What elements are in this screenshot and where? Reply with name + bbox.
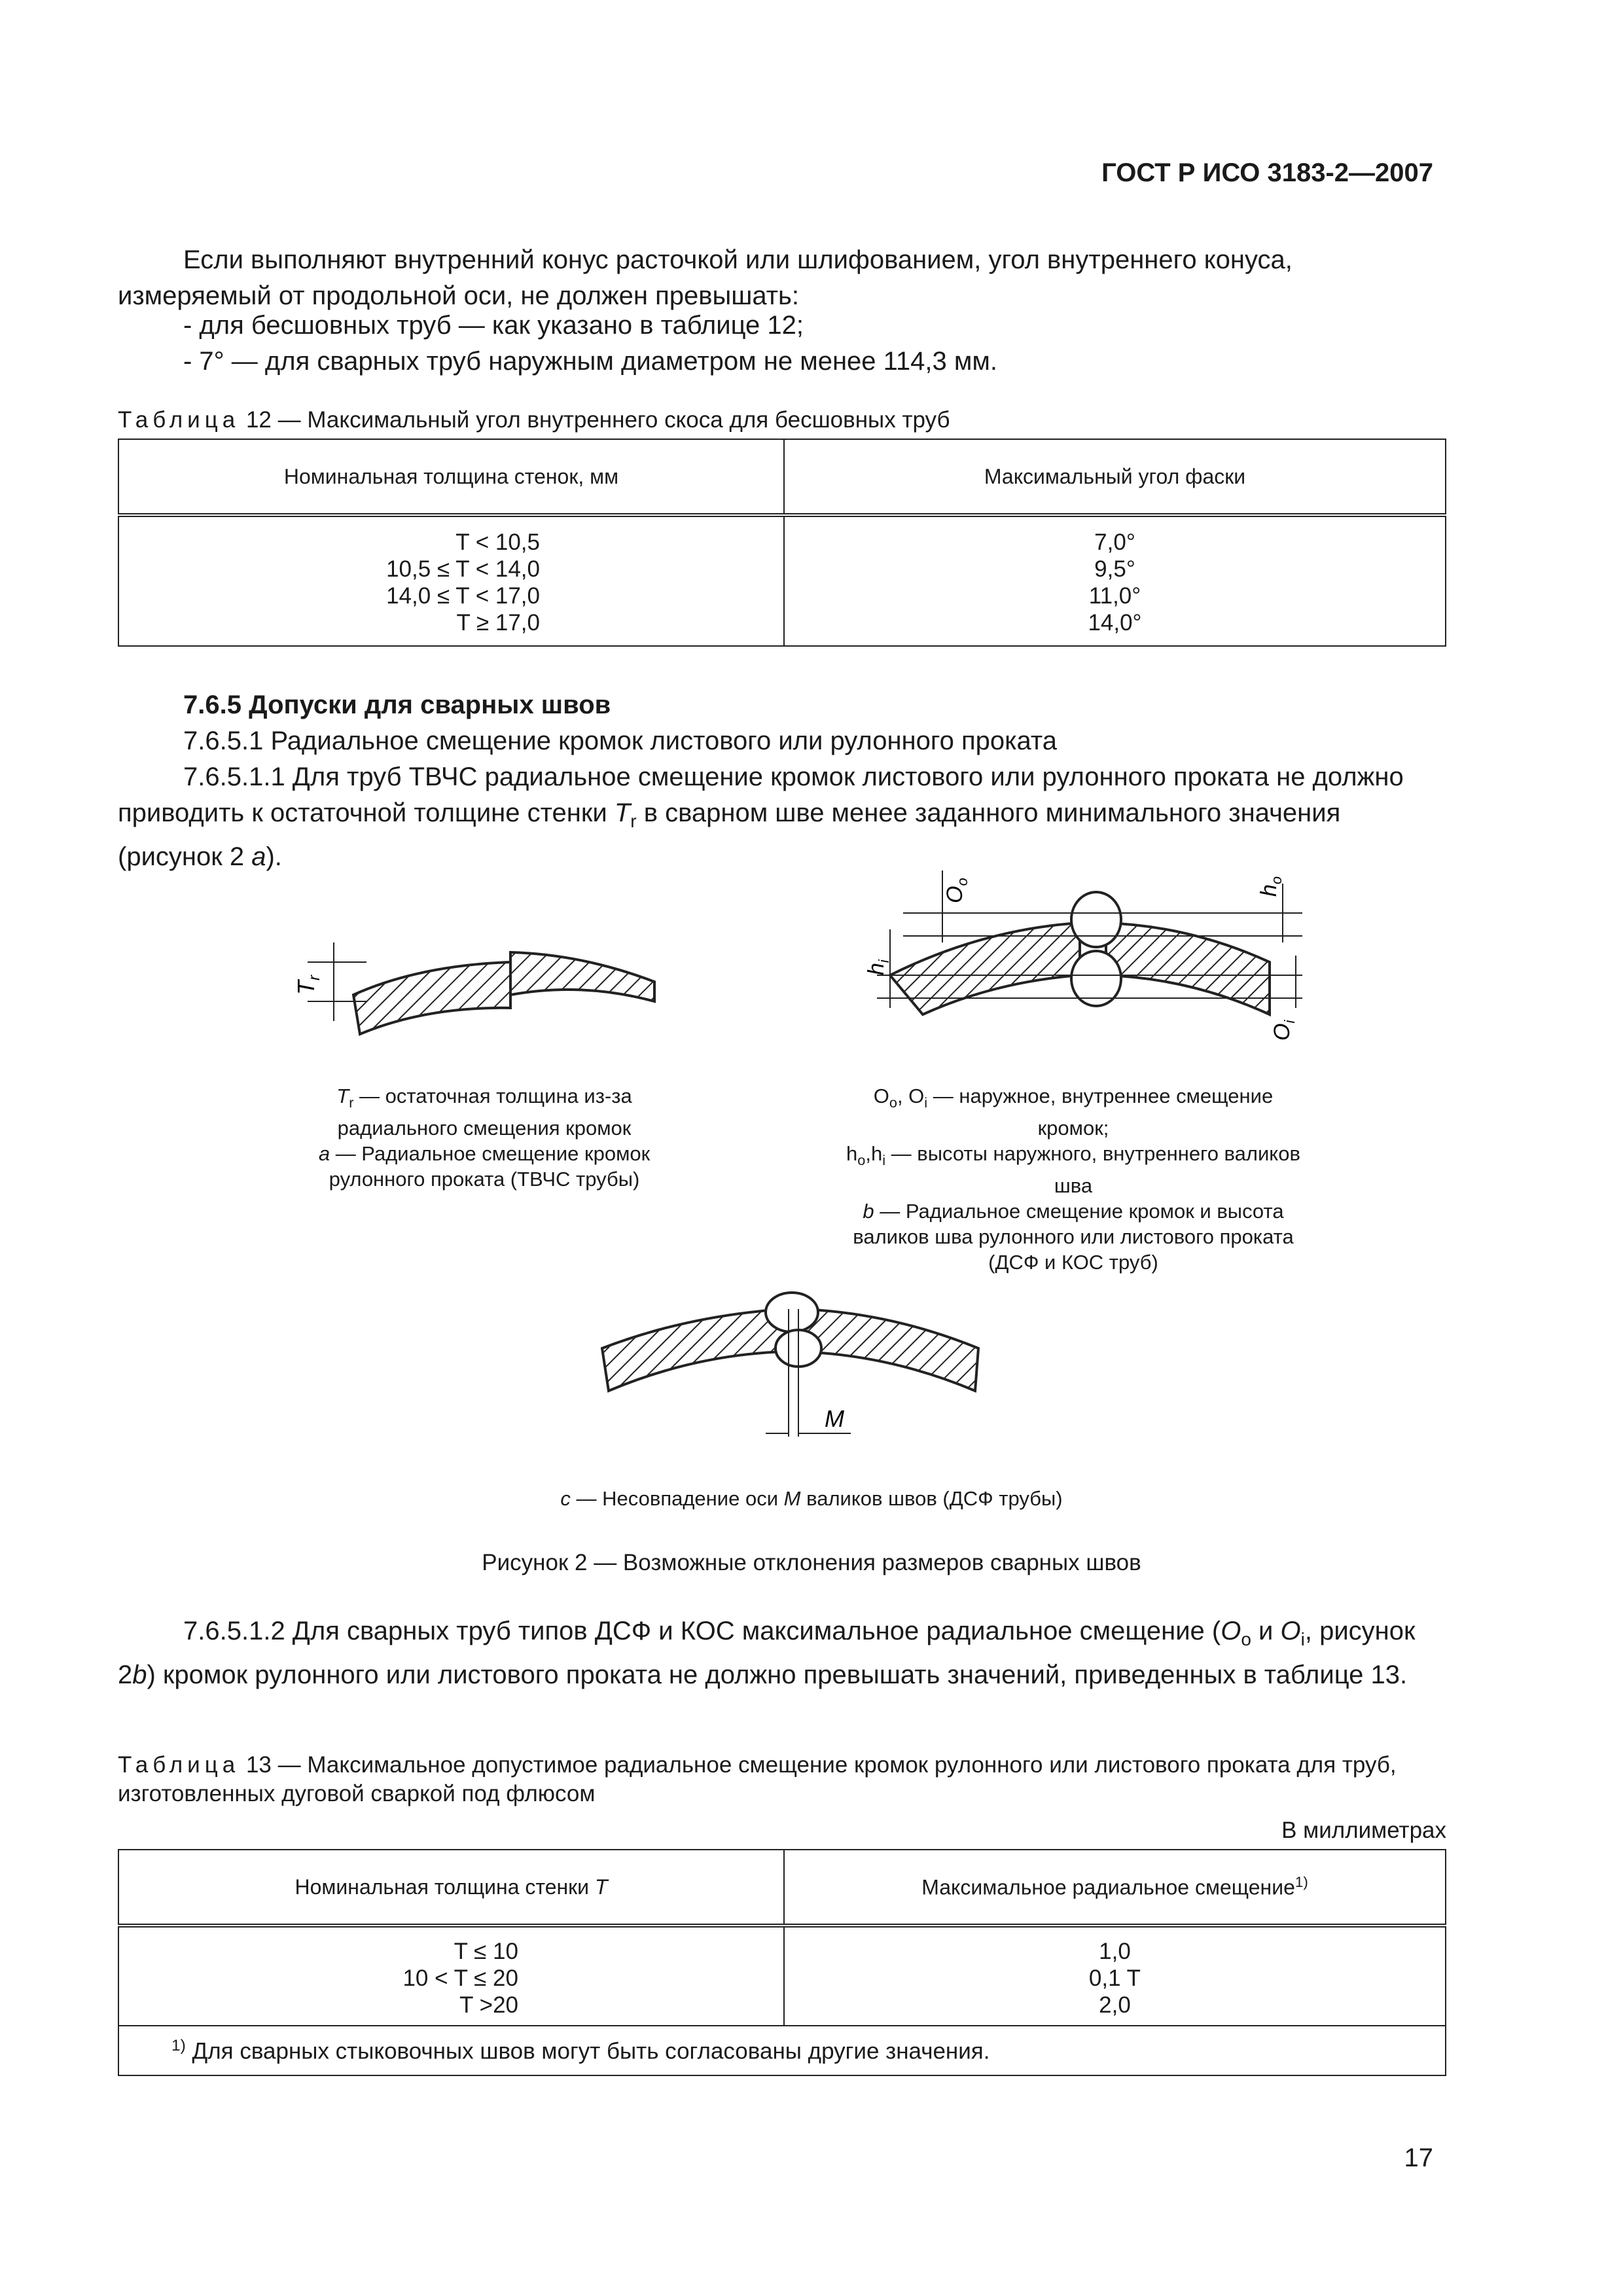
table-row: 7,0°: [1094, 529, 1135, 555]
table13-thickness-cell: [118, 1926, 784, 2026]
table-row: T ≤ 10: [454, 1939, 518, 1964]
figure-2c-caption: c — Несовпадение оси M валиков швов (ДСФ трубы): [560, 1487, 1063, 1510]
intro-bullet-2: - 7° — для сварных труб наружным диаметром не менее 114,3 мм.: [183, 347, 998, 376]
table-row: T ≥ 17,0: [456, 610, 540, 636]
table12-label: Таблица: [118, 407, 240, 433]
table12-header-angle: Максимальный угол фаски: [784, 439, 1446, 515]
label-m: M: [825, 1405, 844, 1432]
table13-footnote: $^{1)}$ Для сварных стыковочных швов могут быть согласованы другие значения.: [118, 2026, 1446, 2075]
label-oo: $O_o$: [942, 878, 971, 903]
figure-2b-caption: $O_o$, $O_i$ — наружное, внутреннее смещение кромок; $h_o,h_i$ — высоты наружного, внутреннего валиков шва b — Радиальное смещение кромок и высота валиков шва рулонного или листового проката (ДСФ и КОС труб): [846, 1085, 1300, 1274]
figure-2a-diagram: [288, 929, 681, 1073]
label-tr: $T_r$: [293, 975, 323, 995]
section-subheading: 7.6.5.1 Радиальное смещение кромок листового или рулонного проката: [183, 726, 1057, 755]
table12-caption: [118, 406, 950, 435]
table12-thickness-cell: [118, 515, 784, 646]
label-oi: $O_i$: [1270, 1020, 1298, 1041]
figure-2b-diagram: [851, 844, 1322, 1060]
section-paragraph-7-6-5-1-2: 7.6.5.1.2 Для сварных труб типов ДСФ и КОС максимальное радиальное смещение ($O_o$ и $O_i$, рисунок 2b) кромок рулонного или листового проката не должно превышать значений, приведенных в таблице 13.: [118, 1617, 1416, 1689]
table-row: 0,1 T: [1088, 1965, 1141, 1991]
table13-header-offset: Максимальное радиальное смещение$^{1)}$: [784, 1850, 1446, 1926]
table13-offset-cell: [784, 1926, 1446, 2026]
table13-title: 13 — Максимальное допустимое радиальное смещение кромок рулонного или листового проката для труб, изготовленных дуговой сваркой под флюсом: [118, 1752, 1397, 1806]
table-row: 10,5 ≤ T < 14,0: [386, 556, 540, 582]
table13-label: Таблица: [118, 1752, 240, 1778]
page-number: 17: [1404, 2144, 1433, 2172]
table-13: [118, 1849, 1446, 2076]
table-row: 10 < T ≤ 20: [402, 1965, 518, 1991]
table12-header-thickness: Номинальная толщина стенок, мм: [118, 439, 784, 515]
table-row: 1,0: [1099, 1939, 1131, 1964]
table-row: T >20: [459, 1992, 518, 2018]
table12-title: 12 — Максимальный угол внутреннего скоса для бесшовных труб: [245, 407, 950, 433]
table-row: T < 10,5: [455, 529, 540, 555]
label-ho: $h_o$: [1257, 876, 1285, 897]
table12-angle-cell: [784, 515, 1446, 646]
figure-2-title: Рисунок 2 — Возможные отклонения размеров сварных швов: [482, 1550, 1141, 1575]
table13-caption: [118, 1751, 1446, 1808]
table-row: 14,0°: [1088, 610, 1142, 636]
table-row: 2,0: [1099, 1992, 1131, 2018]
table-row: 9,5°: [1094, 556, 1135, 582]
table-row: 11,0°: [1088, 583, 1141, 609]
table13-units: В миллиметрах: [1281, 1818, 1446, 1843]
table-12: [118, 439, 1446, 647]
figure-2c-diagram: [589, 1283, 995, 1453]
section-paragraph-7-6-5-1-1: 7.6.5.1.1 Для труб ТВЧС радиальное смещение кромок листового или рулонного проката не должно приводить к остаточной толщине стенки $T_r$ в сварном шве менее заданного минимального значения (рисунок 2 а).: [118, 762, 1404, 871]
intro-bullet-1: - для бесшовных труб — как указано в таблице 12;: [183, 311, 804, 340]
table13-header-thickness: Номинальная толщина стенки T: [118, 1850, 784, 1926]
document-standard-header: ГОСТ Р ИСО 3183-2—2007: [1101, 158, 1433, 187]
figure-2a-caption: $T_r$ — остаточная толщина из-за радиального смещения кромок a — Радиальное смещение кромок рулонного проката (ТВЧС трубы): [318, 1085, 651, 1191]
table-row: 14,0 ≤ T < 17,0: [386, 583, 540, 609]
pipe-wall-right: [510, 952, 654, 1001]
label-hi: $h_i$: [864, 960, 892, 975]
pipe-wall-left: [353, 962, 510, 1034]
intro-paragraph: Если выполняют внутренний конус расточкой или шлифованием, угол внутреннего конуса, измеряемый от продольной оси, не должен превышать:: [118, 245, 1293, 310]
section-heading: 7.6.5 Допуски для сварных швов: [183, 691, 611, 719]
